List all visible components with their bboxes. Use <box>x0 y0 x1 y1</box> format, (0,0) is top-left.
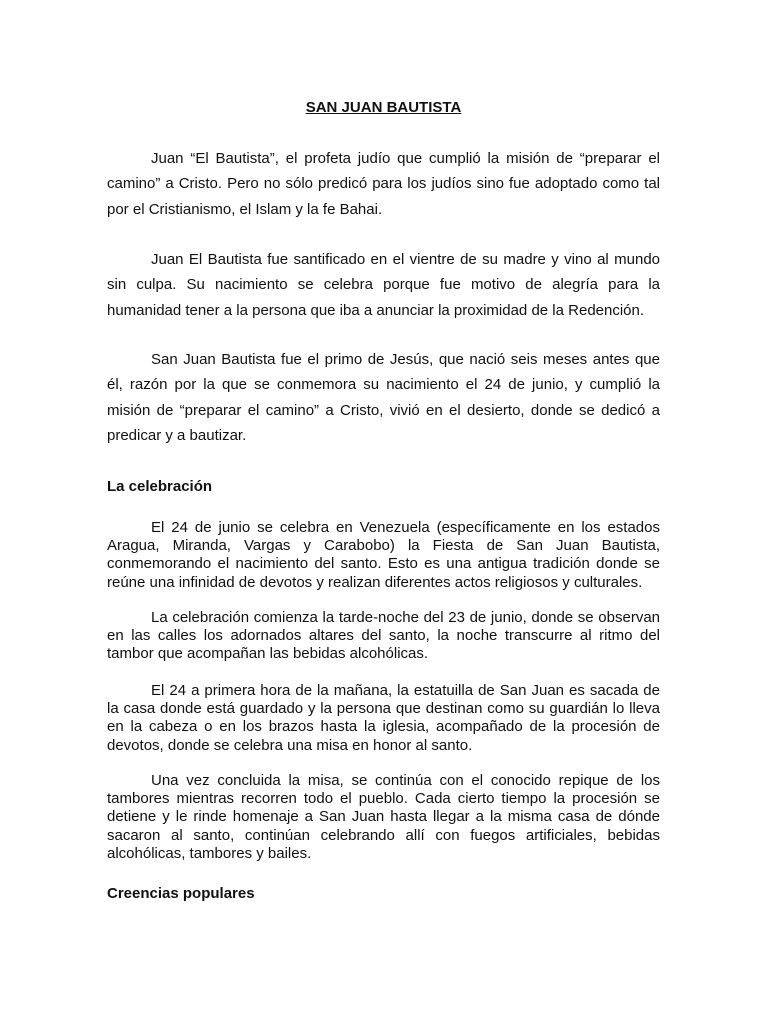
intro-paragraph-2: Juan El Bautista fue santificado en el vientre de su madre y vino al mundo sin culpa. Su nacimiento se celebra porque fue motivo de alegría para la humanidad tener a la persona que iba a anunciar la proximidad de la Redención. <box>107 251 660 319</box>
document-title: SAN JUAN BAUTISTA <box>305 99 462 116</box>
celebracion-paragraph-2: La celebración comienza la tarde-noche del 23 de junio, donde se observan en las calles los adornados altares del santo, la noche transcurre al ritmo del tambor que acompañan las bebidas alcohólicas. <box>107 609 660 663</box>
intro-paragraph-3: San Juan Bautista fue el primo de Jesús, que nació seis meses antes que él, razón por la que se conmemora su nacimiento el 24 de junio, y cumplió la misión de “preparar el camino” a Cristo, vivió en el desierto, donde se dedicó a predicar y a bautizar. <box>107 351 660 444</box>
celebracion-paragraph-3: El 24 a primera hora de la mañana, la estatuilla de San Juan es sacada de la casa donde está guardado y la persona que destinan como su guardián lo lleva en la cabeza o en los brazos hasta la iglesia, acompañado de la procesión de devotos, donde se celebra una misa en honor al santo. <box>107 682 660 754</box>
section-heading-creencias: Creencias populares <box>107 885 255 902</box>
celebracion-paragraph-4: Una vez concluida la misa, se continúa con el conocido repique de los tambores mientras recorren todo el pueblo. Cada cierto tiempo la procesión se detiene y le rinde homenaje a San Juan hasta llegar a la misma casa de dónde sacaron al santo, continúan celebrando allí con fuegos artificiales, bebidas alcohólicas, tambores y bailes. <box>107 772 660 862</box>
section-heading-celebracion: La celebración <box>107 478 213 495</box>
intro-paragraph-1: Juan “El Bautista”, el profeta judío que cumplió la misión de “preparar el camino” a Cristo. Pero no sólo predicó para los judíos sino fue adoptado como tal por el Cristianismo, el Islam y la fe Bahai. <box>107 150 660 218</box>
celebracion-paragraph-1: El 24 de junio se celebra en Venezuela (específicamente en los estados Aragua, Miranda, Vargas y Carabobo) la Fiesta de San Juan Bautista, conmemorando el nacimiento del santo. Esto es una antigua tradición donde se reúne una infinidad de devotos y realizan diferentes actos religiosos y culturales. <box>107 519 660 591</box>
